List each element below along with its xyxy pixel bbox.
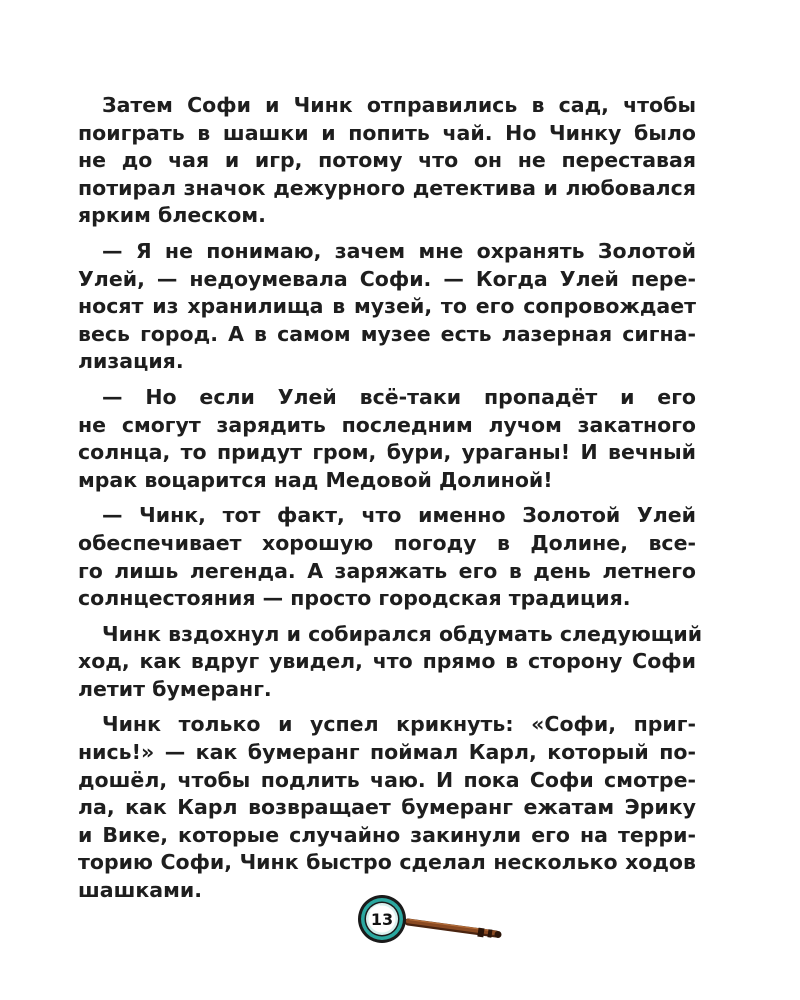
text-line: солнца, то придут гром, бури, ураганы! И вечный [78,440,696,465]
paragraph-3 [78,384,696,494]
text-line: мрак воцарится над Медовой Долиной! [78,467,553,492]
paragraph-5 [78,621,703,704]
page-number: 13 [370,910,394,929]
text-line: дошёл, чтобы подлить чаю. И пока Софи смотре- [78,767,696,792]
text-line: Чинк только и успел крикнуть: «Софи, приг- [102,712,696,737]
text-line: потирал значок дежурного детектива и любовался [78,175,696,200]
paragraph-1 [78,92,696,230]
text-line: Улей, — недоумевала Софи. — Когда Улей пере- [78,266,696,291]
text-line: солнцестояния — просто городская традиция. [78,586,631,611]
text-line: го лишь легенда. А заряжать его в день летнего [78,558,696,583]
text-line: обеспечивает хорошую погоду в Долине, все- [78,530,696,555]
text-line: ла, как Карл возвращает бумеранг ежатам Эрику [78,795,696,820]
text-line: — Но если Улей всё-таки пропадёт и его [102,384,696,409]
page-body-text [78,92,703,913]
text-line: лизация. [78,349,184,374]
text-line: носят из хранилища в музей, то его сопровождает [78,294,696,319]
text-line: и Вике, которые случайно закинули его на терри- [78,822,696,847]
text-line: летит бумеранг. [78,676,272,701]
text-line: ход, как вдруг увидел, что прямо в сторону Софи [78,649,696,674]
text-line: Затем Софи и Чинк отправились в сад, чтобы [102,93,696,117]
text-line: торию Софи, Чинк быстро сделал несколько ходов [78,850,696,875]
magnifier-handle [408,920,502,938]
text-line: — Я не понимаю, зачем мне охранять Золотой [102,238,696,263]
text-line: шашками. [78,878,203,903]
paragraph-6 [78,711,696,904]
text-line: поиграть в шашки и попить чай. Но Чинку было [78,120,696,145]
text-line: ярким блеском. [78,203,266,228]
text-line: не смогут зарядить последним лучом закатного [78,412,696,437]
text-line: — Чинк, тот факт, что именно Золотой Улей [102,503,696,528]
text-line: весь город. А в самом музее есть лазерная сигна- [78,321,696,346]
text-line: нись!» — как бумеранг поймал Карл, который по- [78,740,696,765]
paragraph-4 [78,502,696,612]
paragraph-2 [78,238,696,376]
text-line: Чинк вздохнул и собирался обдумать следующий [102,621,703,646]
text-line: не до чая и игр, потому что он не переставая [78,148,696,173]
